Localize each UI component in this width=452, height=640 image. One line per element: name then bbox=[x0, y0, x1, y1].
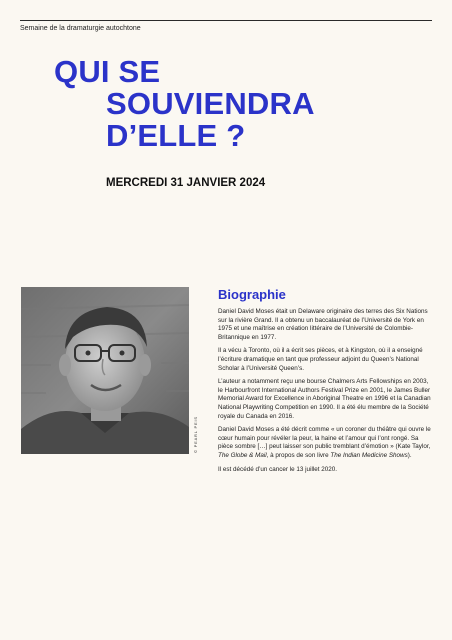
publication-title: The Globe & Mail bbox=[218, 451, 267, 459]
author-portrait bbox=[21, 287, 189, 454]
quote-text: ). bbox=[407, 451, 412, 459]
bio-paragraph: Il est décédé d’un cancer le 13 juillet 2020. bbox=[218, 465, 338, 473]
biography-heading: Biographie bbox=[218, 287, 286, 302]
header-label: Semaine de la dramaturgie autochtone bbox=[20, 25, 141, 32]
bio-paragraph: Daniel David Moses était un Delaware originaire des terres des Six Nations sur la rivière Grand. Il a obtenu un baccalauréat de l’Université de York en 1975 et une maîtrise en création littéraire de l’Université de Colombie-Britannique en 1977. bbox=[218, 308, 428, 341]
page-title bbox=[54, 56, 315, 152]
book-title: The Indian Medicine Shows bbox=[330, 451, 408, 459]
quote-text: Daniel David Moses a été décrit comme « un coroner du théâtre qui ouvre le cœur humain pour révéler la peur, la haine et l’amour qui l’ont rongé. Sa pièce sombre […] peut laisser son public tremblant d’émotion » (Kate Taylor, bbox=[218, 426, 431, 451]
event-date: MERCREDI 31 JANVIER 2024 bbox=[106, 177, 266, 189]
title-line-2: SOUVIENDRA bbox=[106, 86, 315, 121]
bio-paragraph: Il a vécu à Toronto, où il a écrit ses pièces, et à Kingston, où il a enseigné l’écriture dramatique en tant que professeur adjoint du Queen’s National Scholar à l’Université Queen’s. bbox=[218, 347, 423, 372]
quote-text: , à propos de son livre bbox=[266, 451, 331, 459]
title-line-1: QUI SE bbox=[54, 54, 161, 89]
biography-section bbox=[218, 287, 431, 479]
top-rule bbox=[20, 20, 432, 21]
bio-paragraph: L’auteur a notamment reçu une bourse Chalmers Arts Fellowships en 2003, le Harbourfront International Authors Festival Prize en 2001, le James Buller Memorial Award for Excellence in Aboriginal Theatre en 1996 et la Canadian National Playwriting Competition en 1990. Il a été élu membre de la Société royale du Canada en 2016. bbox=[218, 378, 431, 420]
photo-credit: © PEARL PEIS bbox=[193, 416, 198, 453]
bio-paragraph-quote bbox=[218, 426, 431, 460]
title-line-3: D’ELLE ? bbox=[106, 118, 246, 153]
